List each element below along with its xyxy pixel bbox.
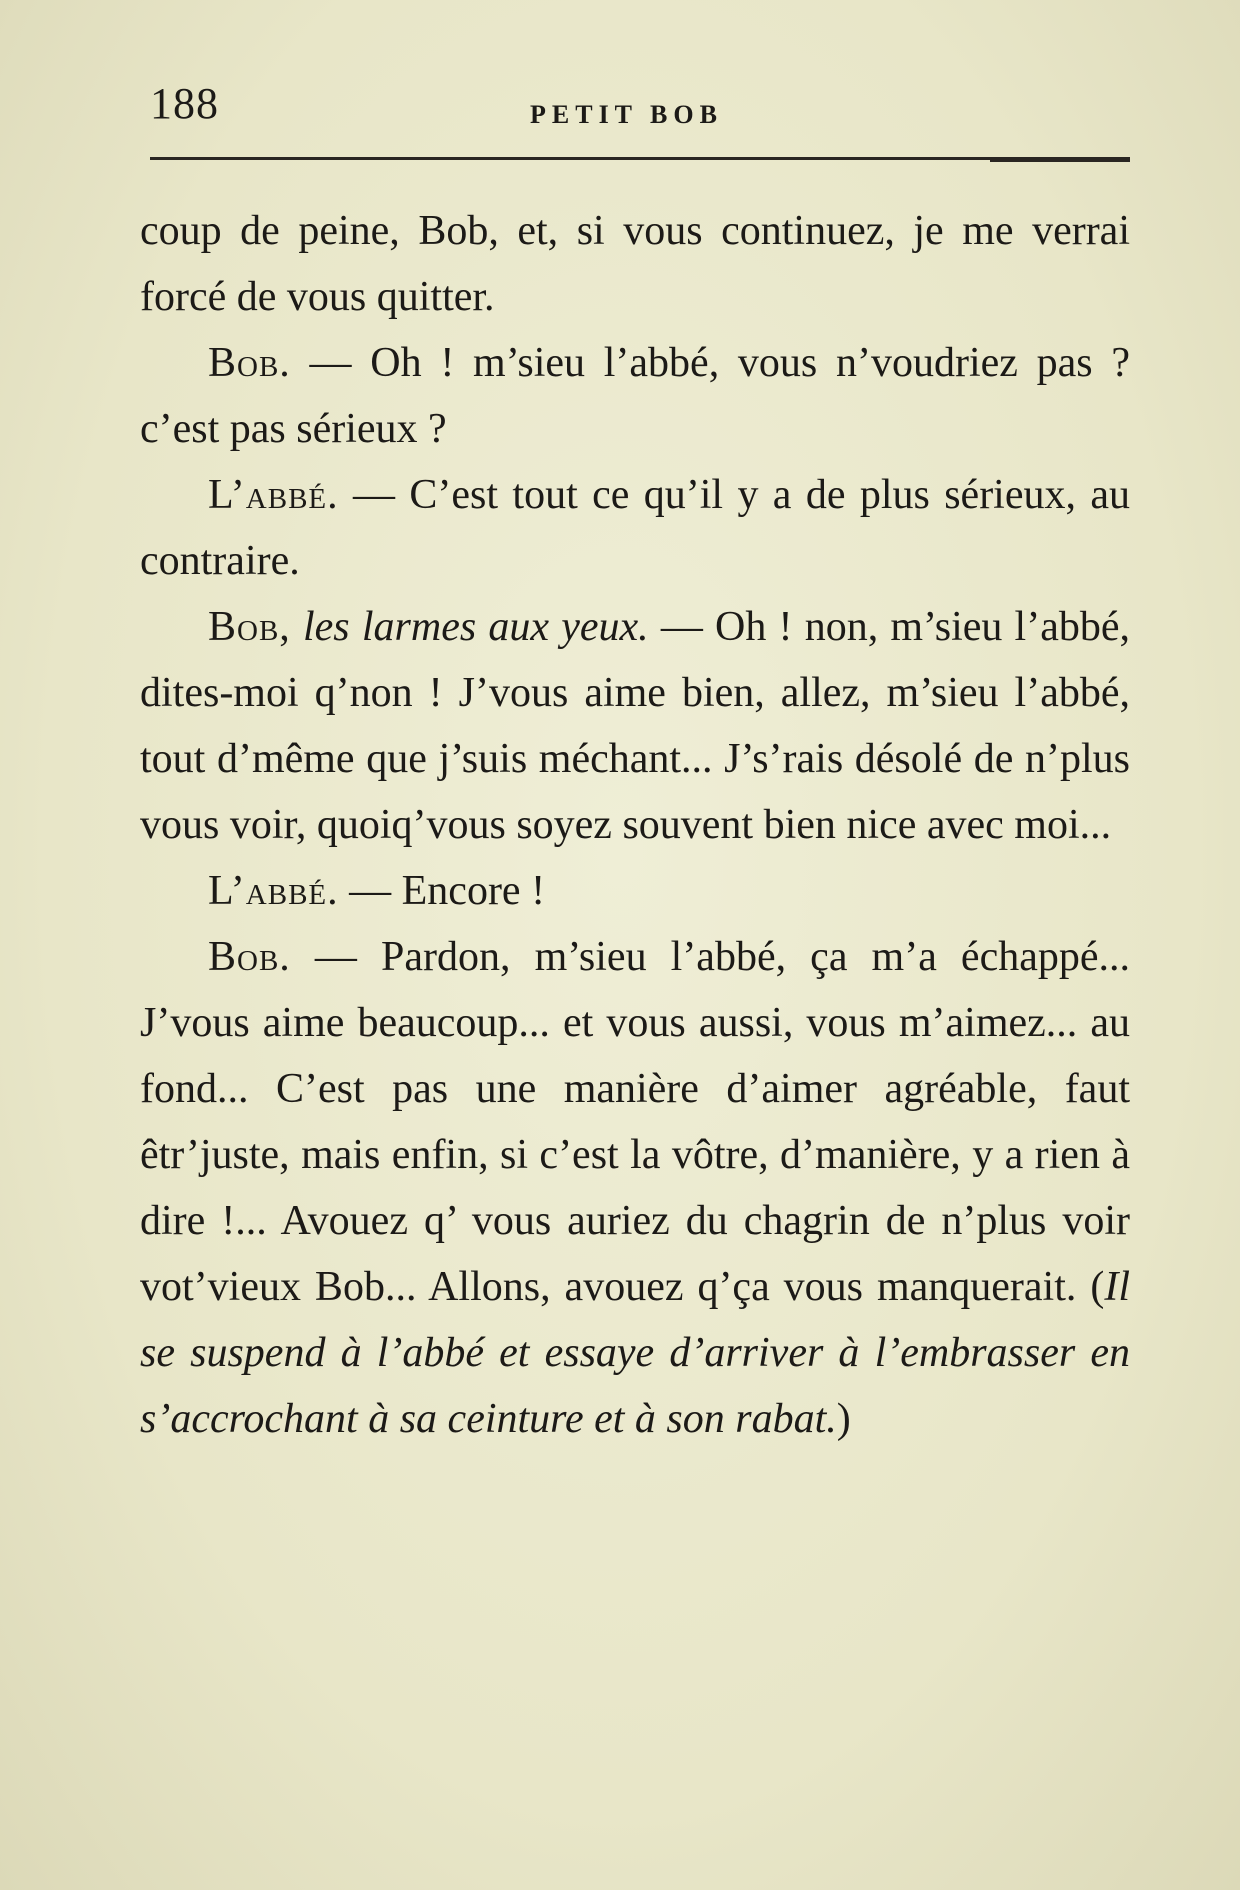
page-body <box>140 198 1130 1452</box>
closing-paren: ) <box>836 1396 851 1442</box>
stage-direction: les larmes aux yeux. <box>290 604 649 650</box>
speaker-name: Bob. <box>208 340 291 386</box>
dialogue-text: Encore ! <box>401 868 546 914</box>
running-title: PETIT BOB <box>530 100 723 129</box>
page-header <box>150 78 1130 138</box>
dialogue-line <box>140 594 1130 858</box>
dash: — <box>290 340 371 386</box>
dash: — <box>338 472 410 518</box>
speaker-name: Bob, <box>208 604 291 650</box>
header-rule <box>150 157 1130 160</box>
dash: — <box>290 934 381 980</box>
dash: — <box>648 604 715 650</box>
page-number: 188 <box>150 79 219 128</box>
dialogue-line <box>140 462 1130 594</box>
dialogue-line <box>140 330 1130 462</box>
dialogue-line <box>140 924 1130 1452</box>
dialogue-line <box>140 858 1130 924</box>
dialogue-text: Oh ! m’sieu l’abbé, vous n’voudriez pas ? c’est pas sérieux ? <box>140 340 1130 452</box>
dash: — <box>338 868 402 914</box>
dialogue-text: C’est tout ce qu’il y a de plus sérieux, au contraire. <box>140 472 1130 584</box>
speaker-name: L’abbé. <box>208 868 339 914</box>
dialogue-text: Pardon, m’sieu l’abbé, ça m’a échappé... J’vous aime beaucoup... et vous aussi, vous m’aimez... au fond... C’est pas une manière d’aimer agréable, faut êtr’juste, mais enfin, si c’est la vôtre, d’manière, y a rien à dire !... Avouez q’ vous auriez du chagrin de n’plus voir vot’vieux Bob... Allons, avouez q’ça vous manquerait. ( <box>140 934 1130 1310</box>
dialogue-text: Oh ! non, m’sieu l’abbé, dites-moi q’non ! J’vous aime bien, allez, m’sieu l’abbé, tout d’même que j’suis méchant... J’s’rais désolé de n’plus vous voir, quoiq’vous soyez souvent bien nice avec moi... <box>140 604 1130 848</box>
paragraph-continuation <box>140 198 1130 330</box>
paragraph-text: coup de peine, Bob, et, si vous continuez, je me verrai forcé de vous quitter. <box>140 208 1130 320</box>
speaker-name: L’abbé. <box>208 472 339 518</box>
speaker-name: Bob. <box>208 934 291 980</box>
stage-direction: Il se suspend à l’abbé et essaye d’arriver à l’embrasser en s’accrochant à sa ceinture et à son rabat. <box>140 1264 1130 1442</box>
